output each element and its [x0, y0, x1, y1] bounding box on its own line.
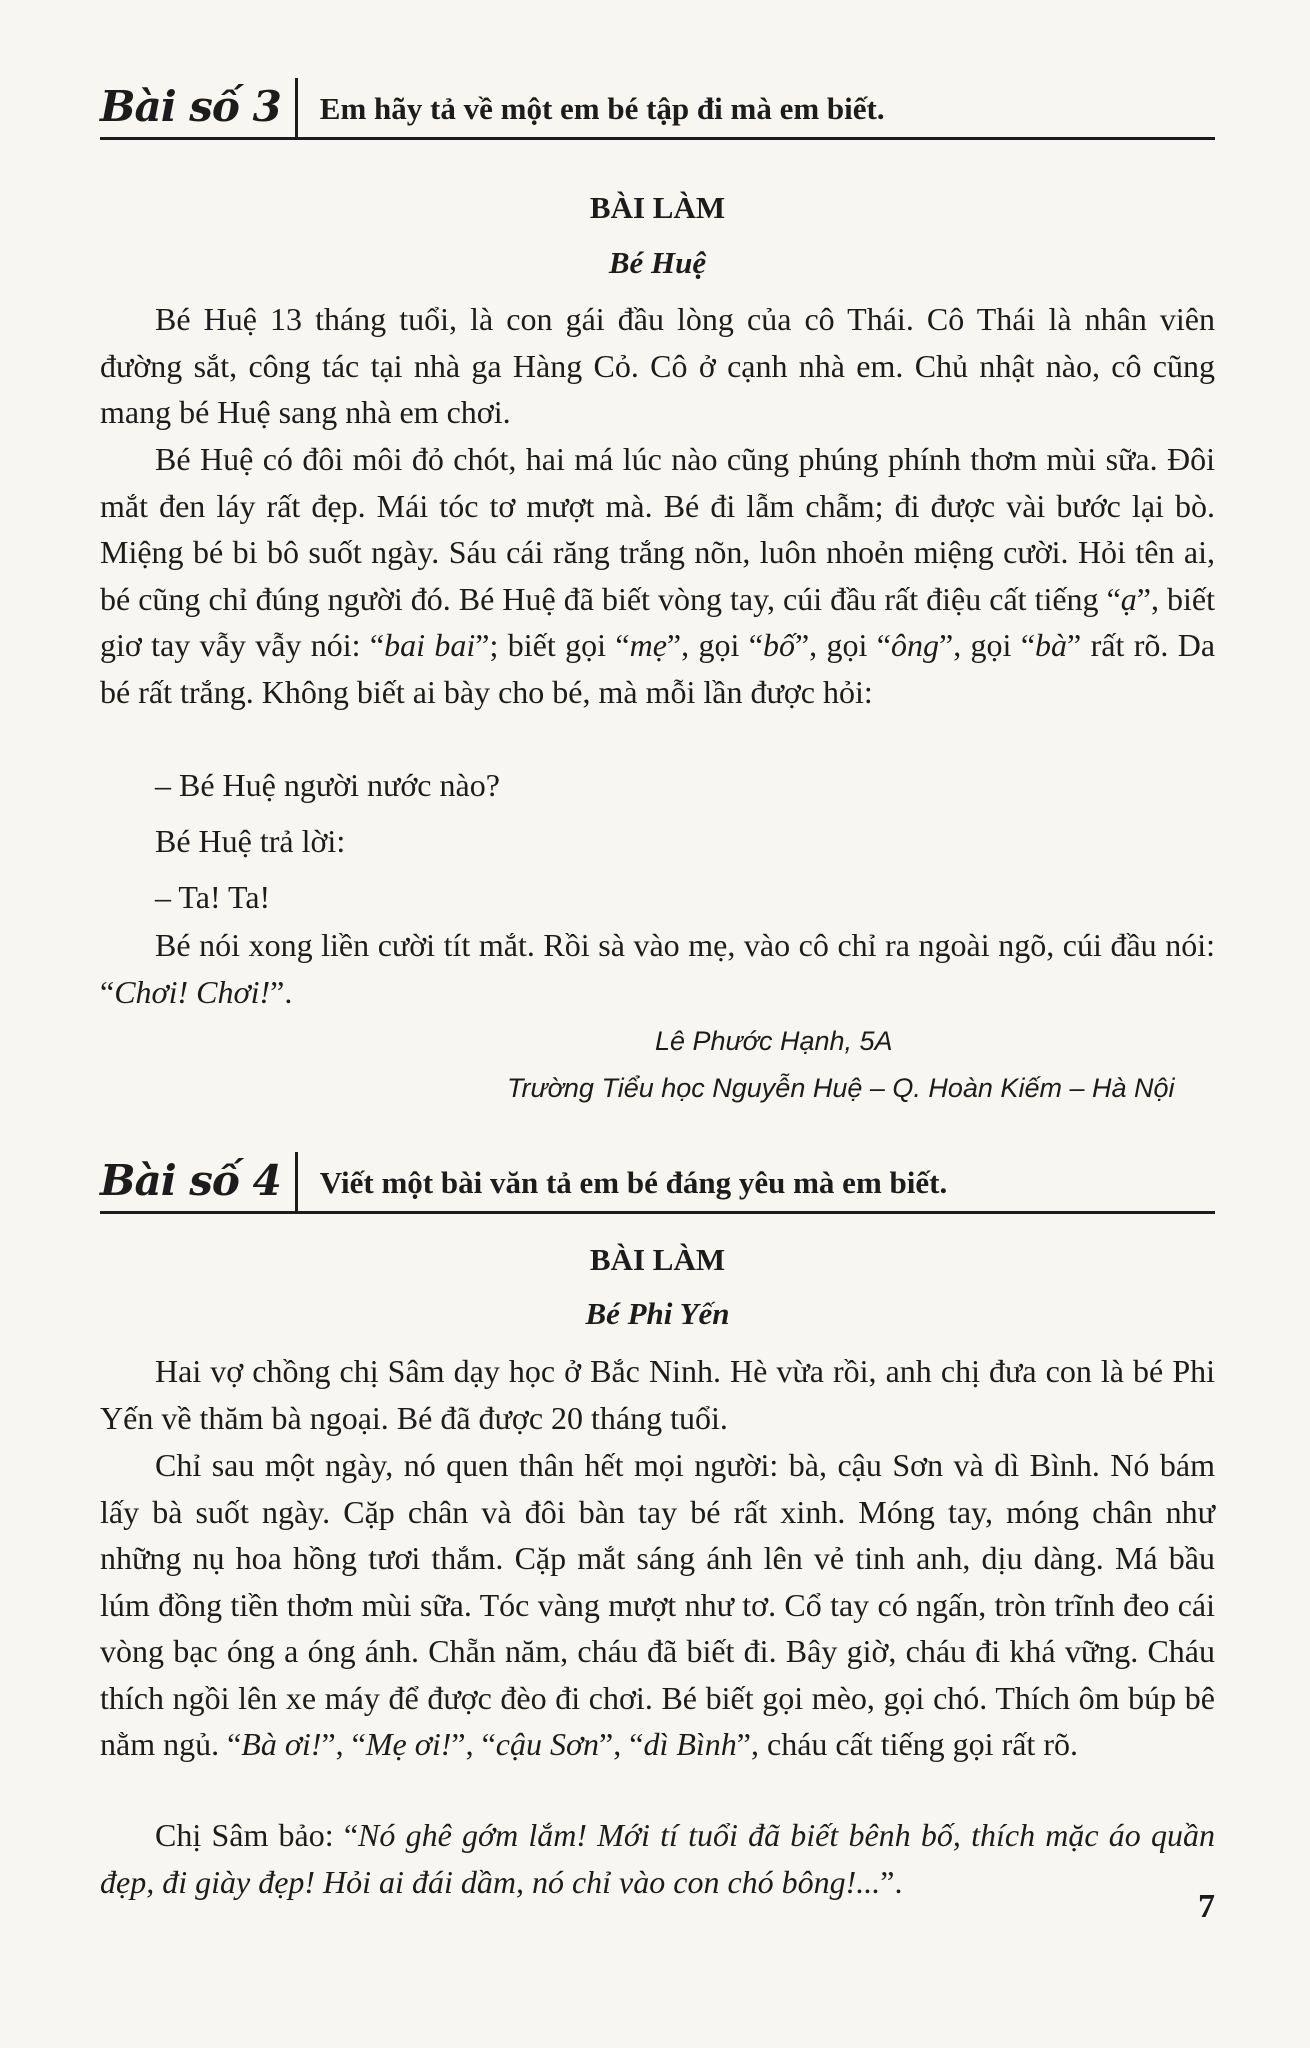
dialogue-line: – Ta! Ta!: [155, 879, 271, 915]
section-label: Bài số 3: [100, 82, 281, 131]
essay-title: Bé Phi Yến: [585, 1296, 730, 1331]
section-label: Bài số 4: [100, 1156, 281, 1205]
paragraph: Hai vợ chồng chị Sâm dạy học ở Bắc Ninh. Hè vừa rồi, anh chị đưa con là bé Phi Yến về thăm bà ngoại. Bé đã được 20 tháng tuổi.: [100, 1353, 1215, 1436]
paragraph: Chị Sâm bảo: “Nó ghê gớm lắm! Mới tí tuổi đã biết bênh bố, thích mặc áo quần đẹp, đi giày đẹp! Hỏi ai đái dầm, nó chỉ vào con chó bông!...”.: [100, 1817, 1216, 1900]
paragraph: Bé Huệ 13 tháng tuổi, là con gái đầu lòng của cô Thái. Cô Thái là nhân viên đường sắt, công tác tại nhà ga Hàng Cỏ. Cô ở cạnh nhà em. Chủ nhật nào, cô cũng mang bé Huệ sang nhà em chơi.: [100, 301, 1215, 430]
author-school: Trường Tiểu học Nguyễn Huệ – Q. Hoàn Kiếm – Hà Nội: [507, 1073, 1175, 1103]
essay-heading: BÀI LÀM: [589, 190, 726, 225]
paragraph: Bé nói xong liền cười tít mắt. Rồi sà vào mẹ, vào cô chỉ ra ngoài ngõ, cúi đầu nói: “Chơi! Chơi!”.: [100, 927, 1215, 1010]
paragraph: Chỉ sau một ngày, nó quen thân hết mọi người: bà, cậu Sơn và dì Bình. Nó bám lấy bà suốt ngày. Cặp chân và đôi bàn tay bé rất xinh. Móng tay, móng chân như những nụ hoa hồng tươi thắm. Cặp mắt sáng ánh lên vẻ tinh anh, dịu dàng. Má bầu lúm đồng tiền thơm mùi sữa. Tóc vàng mượt như tơ. Cổ tay có ngấn, tròn trĩnh đeo cái vòng bạc óng a óng ánh. Chẵn năm, cháu đã biết đi. Bây giờ, cháu đi khá vững. Cháu thích ngồi lên xe máy để được đèo đi chơi. Bé biết gọi mèo, gọi chó. Thích ôm búp bê nằm ngủ. “Bà ơi!”, “Mẹ ơi!”, “cậu Sơn”, “dì Bình”, cháu cất tiếng gọi rất rõ.: [100, 1447, 1215, 1762]
dialogue-line: – Bé Huệ người nước nào?: [155, 767, 500, 803]
essay-title: Bé Huệ: [608, 245, 707, 280]
section-prompt: Viết một bài văn tả em bé đáng yêu mà em biết.: [319, 1165, 948, 1200]
paragraph: Bé Huệ có đôi môi đỏ chót, hai má lúc nào cũng phúng phính thơm mùi sữa. Đôi mắt đen láy rất đẹp. Mái tóc tơ mượt mà. Bé đi lẫm chẫm; đi được vài bước lại bò. Miệng bé bi bô suốt ngày. Sáu cái răng trắng nõn, luôn nhoẻn miệng cười. Hỏi tên ai, bé cũng chỉ đúng người đó. Bé Huệ đã biết vòng tay, cúi đầu rất điệu cất tiếng “ạ”, biết giơ tay vẫy vẫy nói: “bai bai”; biết gọi “mẹ”, gọi “bố”, gọi “ông”, gọi “bà” rất rõ. Da bé rất trắng. Không biết ai bày cho bé, mà mỗi lần được hỏi:: [100, 441, 1216, 710]
section-header-4: [100, 1152, 1215, 1214]
essay-heading: BÀI LÀM: [589, 1242, 726, 1277]
author-name: Lê Phước Hạnh, 5A: [655, 1026, 893, 1056]
dialogue-line: Bé Huệ trả lời:: [155, 823, 346, 859]
page-number: 7: [1198, 1888, 1215, 1925]
section-header-3: [100, 78, 1215, 140]
section-prompt: Em hãy tả về một em bé tập đi mà em biết.: [319, 91, 885, 126]
